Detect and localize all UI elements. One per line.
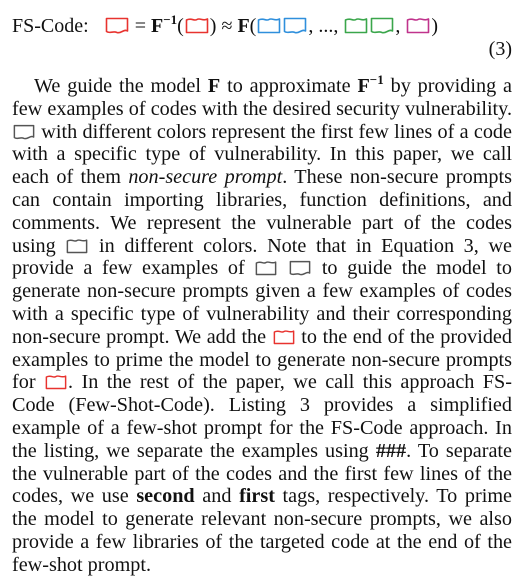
code-red-icon: [45, 374, 67, 391]
hash-separator: ###: [375, 439, 407, 462]
model-F: F: [237, 15, 250, 37]
ellipsis: ...,: [318, 15, 339, 37]
code-red-icon: [273, 329, 295, 346]
non-secure-prompt-green-icon: [370, 17, 394, 35]
non-secure-prompt-icon: [289, 260, 311, 277]
term-non-secure-prompt: non-secure prompt: [128, 166, 283, 189]
equation-number: (3): [488, 38, 512, 60]
code-purple-icon: [406, 17, 430, 35]
first-tag: first: [239, 485, 275, 508]
approx-sign: ≈: [221, 15, 233, 37]
body-paragraph: We guide the model F to approximate $F^{-1}$ by providing a few examples of codes with the desired security vulnerability. with different colors represent the first few lines of a code with a specific type of vulnerability. In this paper, we call each of them non-secure prompt. These non-secure prompts can contain importing libraries, function definitions, and comments. We represent the vulnerable part of the codes using in different colors. Note that in Equation 3, we provide a few examples of to guide the model to generate non-secure prompts given a few examples of codes with a specific type of vulnerability and their corresponding non-secure prompt. We add the to the end of the provided examples to prime the model to generate non-secure prompts for . In the rest of the paper, we call this approach FS-Code (Few-Shot-Code). Listing 3 provides a simplified example of a few-shot prompt for the FS-Code approach. In the listing, we separate the examples using ###. To separate the vulnerable part of the codes and the first few lines of the codes, we use second and first tags, respectively. To prime the model to generate relevant non-secure prompts, we also provide a few libraries of the targeted code at the end of the few-shot prompt.: [12, 72, 512, 576]
equation-line: FS-Code: = $F^{-1}$( ) ≈ F( , ..., , ): [12, 12, 438, 37]
equation-label: FS-Code:: [12, 15, 89, 37]
second-tag: second: [136, 485, 195, 508]
code-green-icon: [344, 17, 368, 35]
non-secure-prompt-blue-icon: [283, 17, 307, 35]
non-secure-prompt-red-icon: [105, 17, 129, 35]
code-icon: [66, 238, 88, 255]
code-icon: [255, 260, 277, 277]
non-secure-prompt-icon: [13, 124, 35, 141]
model-F-inverse: $F^{-1}$: [150, 12, 178, 37]
code-red-icon: [185, 17, 209, 35]
model-F-ref: F: [207, 75, 221, 97]
eq-sign: =: [134, 15, 146, 37]
model-F-inverse-ref: $F^{-1}$: [357, 72, 384, 97]
code-blue-icon: [257, 17, 281, 35]
